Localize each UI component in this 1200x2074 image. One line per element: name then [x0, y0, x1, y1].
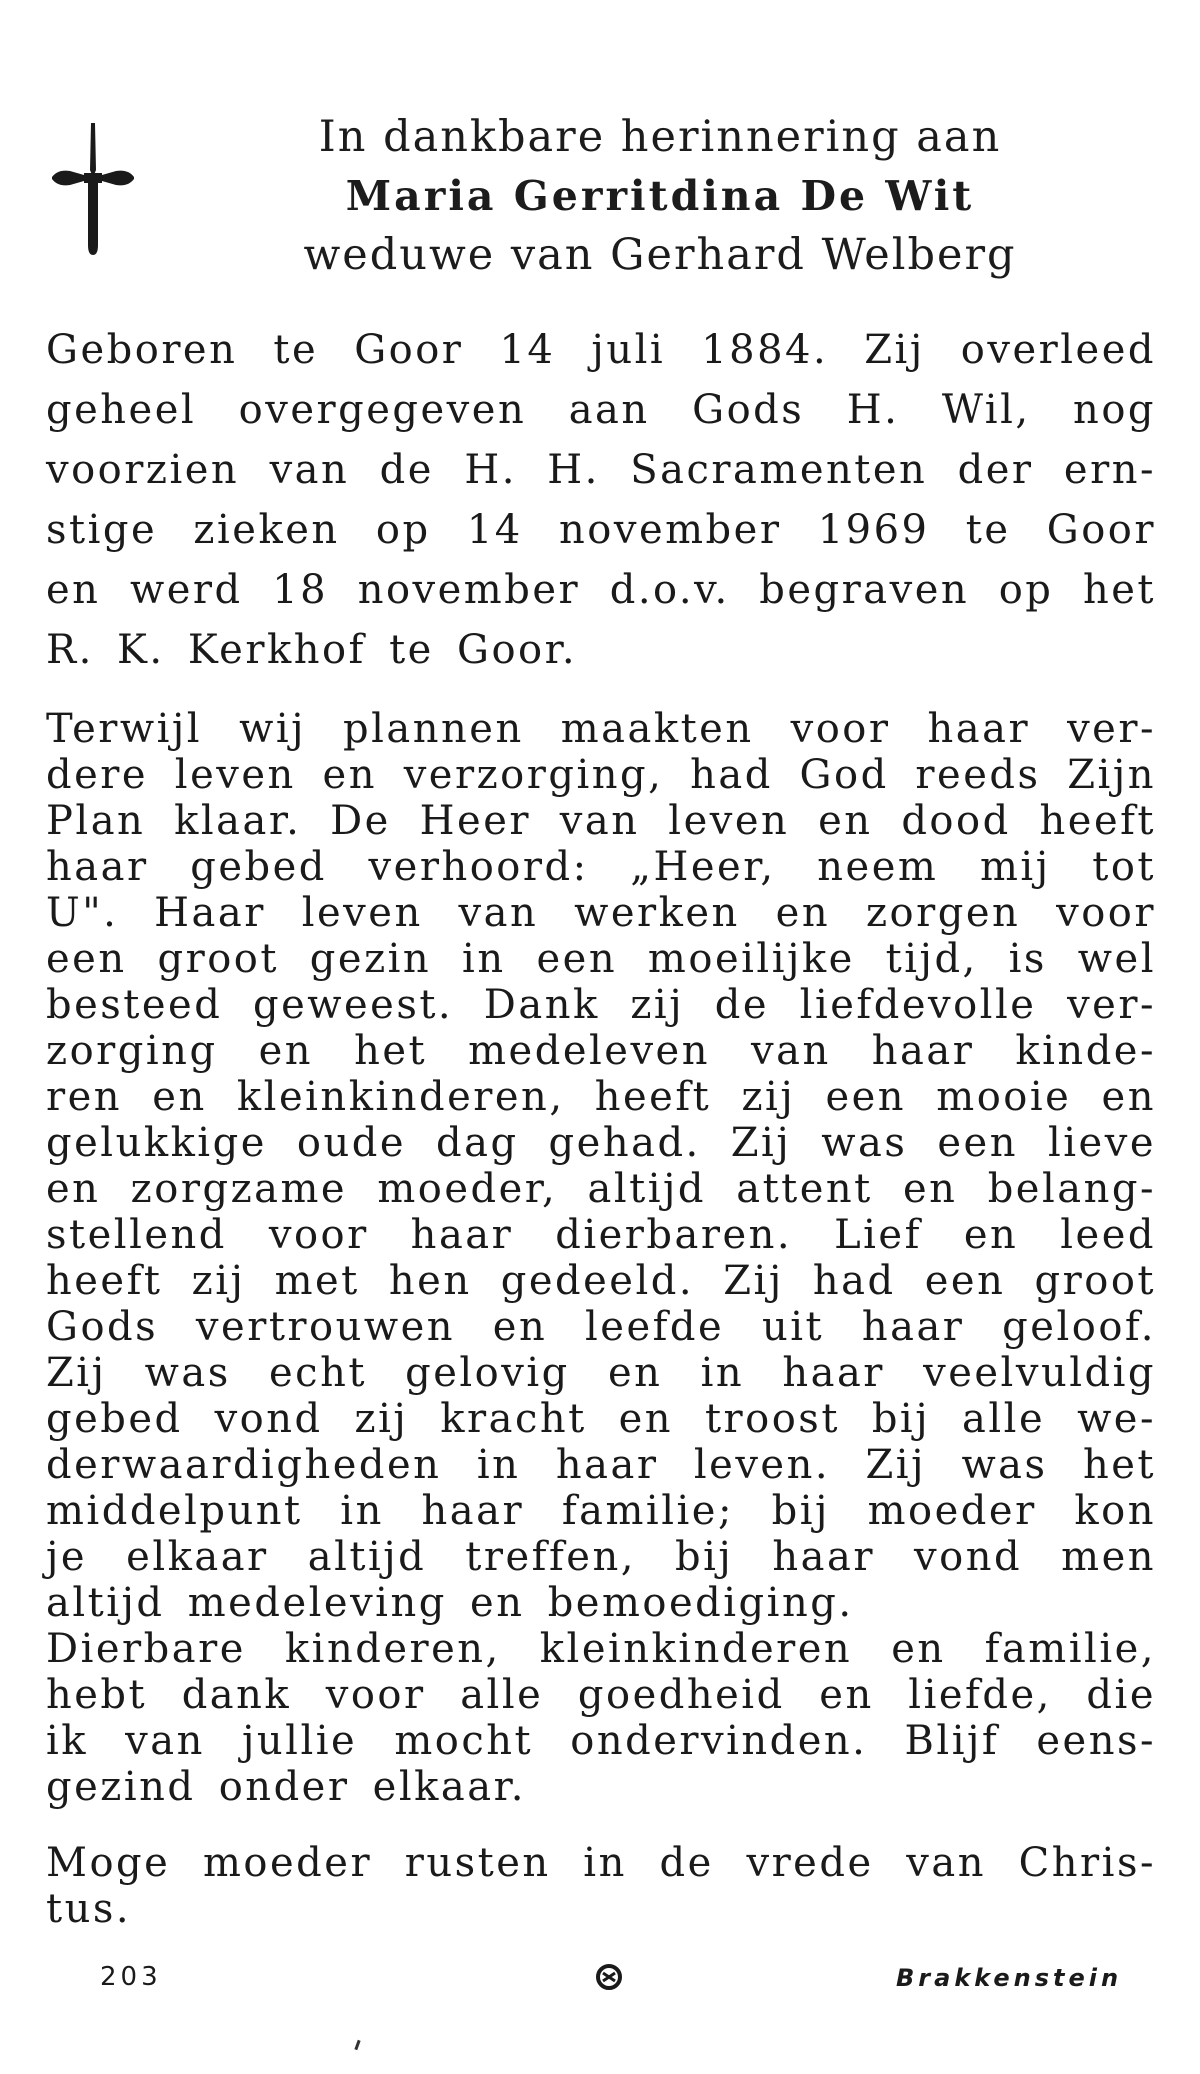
text-line: R. K. Kerkhof te Goor. — [46, 627, 578, 673]
text-line: geheel overgegeven aan Gods H. Wil, nog — [46, 387, 1156, 433]
text-line: Geboren te Goor 14 juli 1884. Zij overleed — [46, 327, 1156, 373]
text-line: gezind onder elkaar. — [46, 1764, 527, 1810]
text-line: altijd medeleving en bemoediging. — [46, 1580, 854, 1626]
text-line: heeft zij met hen gedeeld. Zij had een groot — [46, 1258, 1156, 1304]
text-line: tus. — [46, 1886, 132, 1932]
text-line: ik van jullie mocht ondervinden. Blijf eens- — [46, 1718, 1156, 1764]
text-line: U". Haar leven van werken en zorgen voor — [46, 890, 1156, 936]
deceased-name: Maria Gerritdina De Wit — [345, 172, 975, 220]
card-number: 203 — [100, 1962, 162, 1992]
text-line: Terwijl wij plannen maakten voor haar ver- — [46, 706, 1156, 752]
closing-paragraph — [46, 1840, 1156, 1932]
heading-widow-of: weduwe van Gerhard Welberg — [303, 230, 1017, 280]
printer-mark-icon — [596, 1964, 622, 1990]
text-line: Plan klaar. De Heer van leven en dood heeft — [46, 798, 1156, 844]
text-line: en zorgzame moeder, altijd attent en belang- — [46, 1166, 1156, 1212]
biography-paragraph — [46, 320, 1156, 680]
text-line: gebed vond zij kracht en troost bij alle we- — [46, 1396, 1156, 1442]
paper-speck — [354, 2040, 360, 2050]
text-line: Gods vertrouwen en leefde uit haar geloof. — [46, 1304, 1156, 1350]
text-line: hebt dank voor alle goedheid en liefde, die — [46, 1672, 1156, 1718]
text-line: Zij was echt gelovig en in haar veelvuldig — [46, 1350, 1156, 1396]
reflection-paragraph — [46, 706, 1156, 1810]
text-line: dere leven en verzorging, had God reeds Zijn — [46, 752, 1156, 798]
heading — [210, 108, 1110, 285]
text-line: ren en kleinkinderen, heeft zij een mooie en — [46, 1074, 1156, 1120]
text-line: zorging en het medeleven van haar kinde- — [46, 1028, 1156, 1074]
footer — [0, 1962, 1200, 2002]
text-line: een groot gezin in een moeilijke tijd, is wel — [46, 936, 1156, 982]
text-line: derwaardigheden in haar leven. Zij was het — [46, 1442, 1156, 1488]
printer-name: Brakkenstein — [896, 1964, 1123, 1992]
cross-icon — [48, 115, 138, 265]
heading-intro: In dankbare herinnering aan — [318, 112, 1002, 162]
text-line: Moge moeder rusten in de vrede van Chris- — [46, 1840, 1156, 1886]
text-line: stige zieken op 14 november 1969 te Goor — [46, 507, 1156, 553]
text-line: voorzien van de H. H. Sacramenten der ern- — [46, 447, 1156, 493]
text-line: middelpunt in haar familie; bij moeder kon — [46, 1488, 1156, 1534]
text-line: gelukkige oude dag gehad. Zij was een lieve — [46, 1120, 1156, 1166]
text-line: haar gebed verhoord: „Heer, neem mij tot — [46, 844, 1156, 890]
text-line: je elkaar altijd treffen, bij haar vond men — [46, 1534, 1156, 1580]
text-line: besteed geweest. Dank zij de liefdevolle ver- — [46, 982, 1156, 1028]
text-line: en werd 18 november d.o.v. begraven op het — [46, 567, 1156, 613]
text-line: Dierbare kinderen, kleinkinderen en familie, — [46, 1626, 1156, 1672]
text-line: stellend voor haar dierbaren. Lief en leed — [46, 1212, 1156, 1258]
